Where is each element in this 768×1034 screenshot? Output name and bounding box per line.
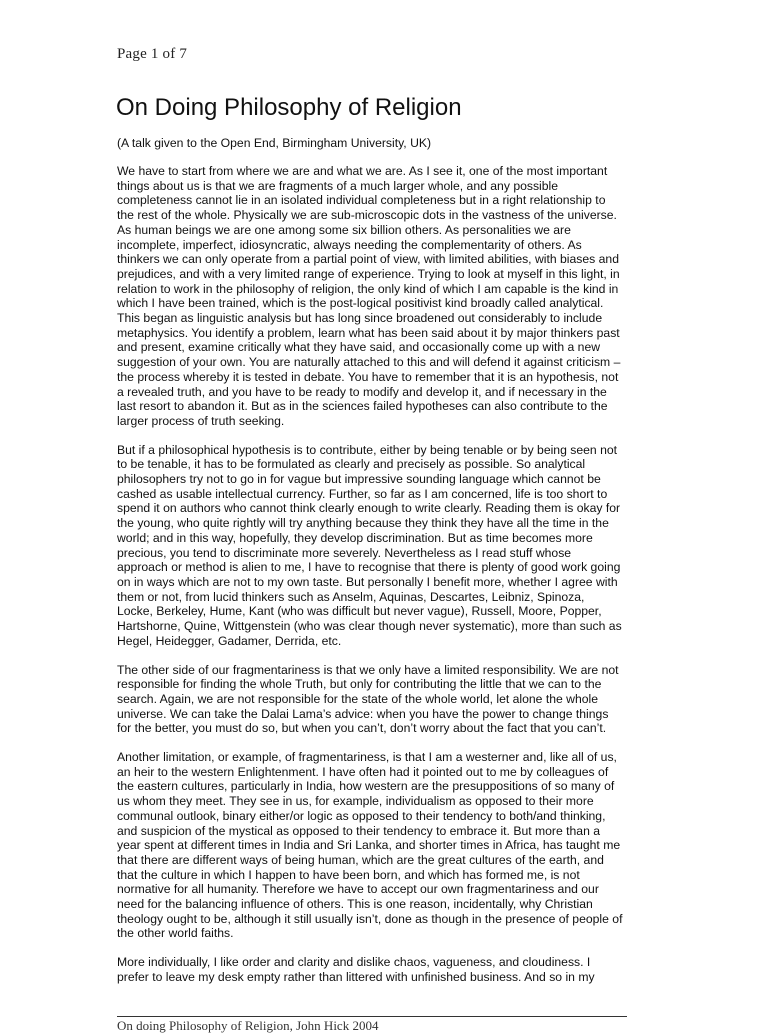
paragraph-line: cashed as usable intellectual currency. Further, so far as I am concerned, life is too short to xyxy=(117,486,608,501)
paragraph-line: This began as linguistic analysis but has long since broadened out considerably to include xyxy=(117,311,603,326)
footer-divider xyxy=(117,1016,627,1017)
paragraph-line: prefer to leave my desk empty rather than littered with unfinished business. And so in my xyxy=(117,969,595,984)
paragraph-line: incomplete, imperfect, idiosyncratic, always needing the complementarity of others. As xyxy=(117,237,582,252)
paragraph-line: them or not, from lucid thinkers such as Anselm, Aquinas, Descartes, Leibniz, Spinoza, xyxy=(117,589,585,604)
paragraph-line: suggestion of your own. You are naturally attached to this and will defend it against criticism – xyxy=(117,355,621,370)
paragraph-line: The other side of our fragmentariness is that we only have a limited responsibility. We are not xyxy=(117,662,619,677)
paragraph-line: spend it on authors who cannot think clearly enough to write clearly. Reading them is okay for xyxy=(117,501,621,516)
paragraph-line: larger process of truth seeking. xyxy=(117,413,285,428)
paragraph-line: communal outlook, binary either/or logic as opposed to their tendency to both/and thinking, xyxy=(117,808,606,823)
paragraph-line: But if a philosophical hypothesis is to contribute, either by being tenable or by being seen not xyxy=(117,442,618,457)
page-number: Page 1 of 7 xyxy=(117,46,188,62)
paragraph-line: Locke, Berkeley, Hume, Kant (who was difficult but never vague), Russell, Moore, Popper, xyxy=(117,604,602,619)
paragraph-line: We have to start from where we are and what we are. As I see it, one of the most important xyxy=(117,164,608,178)
paragraph-line: relation to work in the philosophy of religion, the only kind of which I am capable is the kind in xyxy=(117,281,619,296)
paragraph-line: on in ways which are not to my own taste. But personally I benefit more, whether I agree with xyxy=(117,574,618,589)
paragraph-line: that there are different ways of being human, which are the great cultures of the earth, and xyxy=(117,852,604,867)
paragraph-line: to be tenable, it has to be formulated as clearly and precisely as possible. So analytical xyxy=(117,457,586,472)
body-paragraph xyxy=(117,750,677,941)
paragraph-line: year spent at different times in India and Sri Lanka, and shorter times in Africa, has taught me xyxy=(117,838,621,853)
paragraph-line: universe. We can take the Dalai Lama’s advice: when you have the power to change things xyxy=(117,706,609,721)
paragraph-line: the other world faiths. xyxy=(117,926,234,941)
paragraph-line: the rest of the whole. Physically we are sub-microscopic dots in the vastness of the universe. xyxy=(117,208,617,223)
paragraph-line: As human beings we are one among some six billion others. As personalities we are xyxy=(117,222,571,237)
paragraph-line: philosophers try not to go in for vague but impressive sounding language which cannot be xyxy=(117,472,601,487)
paragraph-line: Hegel, Heidegger, Gadamer, Derrida, etc. xyxy=(117,633,342,648)
paragraph-line: the eastern cultures, particularly in India, how western are the presuppositions of so many of xyxy=(117,779,615,794)
paragraph-line: search. Again, we are not responsible for the state of the whole world, let alone the whole xyxy=(117,691,599,706)
paragraph-line: Another limitation, or example, of fragmentariness, is that I am a westerner and, like all of us, xyxy=(117,750,617,765)
paragraph-line: More individually, I like order and clarity and dislike chaos, vagueness, and cloudiness. I xyxy=(117,955,591,970)
paragraph-line: thinkers we can only operate from a partial point of view, with limited abilities, with biases and xyxy=(117,252,619,267)
paragraph-line: which I have been trained, which is the post-logical positivist kind broadly called analytical. xyxy=(117,296,604,311)
paragraph-line: us whom they meet. They see in us, for example, individualism as opposed to their more xyxy=(117,794,594,809)
paragraph-line: precious, you tend to discriminate more severely. Nevertheless as I read stuff whose xyxy=(117,545,572,560)
document-title: On Doing Philosophy of Religion xyxy=(116,94,462,121)
paragraph-line: that the culture in which I happen to have been born, and which has formed me, is not xyxy=(117,867,580,882)
paragraph-line: the process whereby it is tested in debate. You have to remember that it is an hypothesis, not xyxy=(117,369,619,384)
paragraph-line: for the better, you must do so, but when you can’t, don’t worry about the fact that you can’t. xyxy=(117,721,607,736)
paragraph-line: things about us is that we are fragments of a much larger whole, and any possible xyxy=(117,178,559,193)
paragraph-line: the young, who quite rightly will try anything because they think they have all the time in the xyxy=(117,516,609,531)
document-body xyxy=(117,164,677,999)
paragraph-line: completeness cannot lie in an isolated individual completeness but in a right relationship to xyxy=(117,193,606,208)
paragraph-line: normative for all humanity. Therefore we have to accept our own fragmentariness and our xyxy=(117,882,599,897)
body-paragraph xyxy=(117,663,677,737)
body-paragraph xyxy=(117,443,677,649)
paragraph-line: need for the balancing influence of others. This is one reason, incidentally, why Christian xyxy=(117,897,593,912)
paragraph-line: prejudices, and with a very limited range of experience. Trying to look at myself in this light, in xyxy=(117,266,620,281)
paragraph-line: Hartshorne, Quine, Wittgenstein (who was clear though never systematic), more than such as xyxy=(117,619,622,634)
paragraph-line: an heir to the western Enlightenment. I have often had it pointed out to me by colleagues of xyxy=(117,764,609,779)
paragraph-line: last resort to abandon it. But as in the sciences failed hypotheses can also contribute to the xyxy=(117,399,608,414)
paragraph-line: metaphysics. You identify a problem, learn what has been said about it by major thinkers past xyxy=(117,325,620,340)
body-paragraph xyxy=(117,955,677,984)
paragraph-line: and suspicion of the mystical as opposed to their tendency to embrace it. But more than a xyxy=(117,823,601,838)
paragraph-line: approach or method is alien to me, I have to recognise that there is plenty of good work going xyxy=(117,560,621,575)
body-paragraph xyxy=(117,164,677,429)
paragraph-line: world; and in this way, hopefully, they develop discrimination. But as time becomes more xyxy=(117,530,593,545)
document-subtitle: (A talk given to the Open End, Birmingham University, UK) xyxy=(117,136,432,150)
paragraph-line: responsible for finding the whole Truth, but only for contributing the little that we can to the xyxy=(117,677,602,692)
paragraph-line: theology ought to be, although it still usually isn’t, done as though in the presence of people of xyxy=(117,911,623,926)
footer-text: On doing Philosophy of Religion, John Hick 2004 xyxy=(117,1018,379,1033)
paragraph-line: and present, examine critically what they have said, and occasionally come up with a new xyxy=(117,340,601,355)
paragraph-line: a revealed truth, and you have to be ready to modify and develop it, and if necessary in the xyxy=(117,384,607,399)
